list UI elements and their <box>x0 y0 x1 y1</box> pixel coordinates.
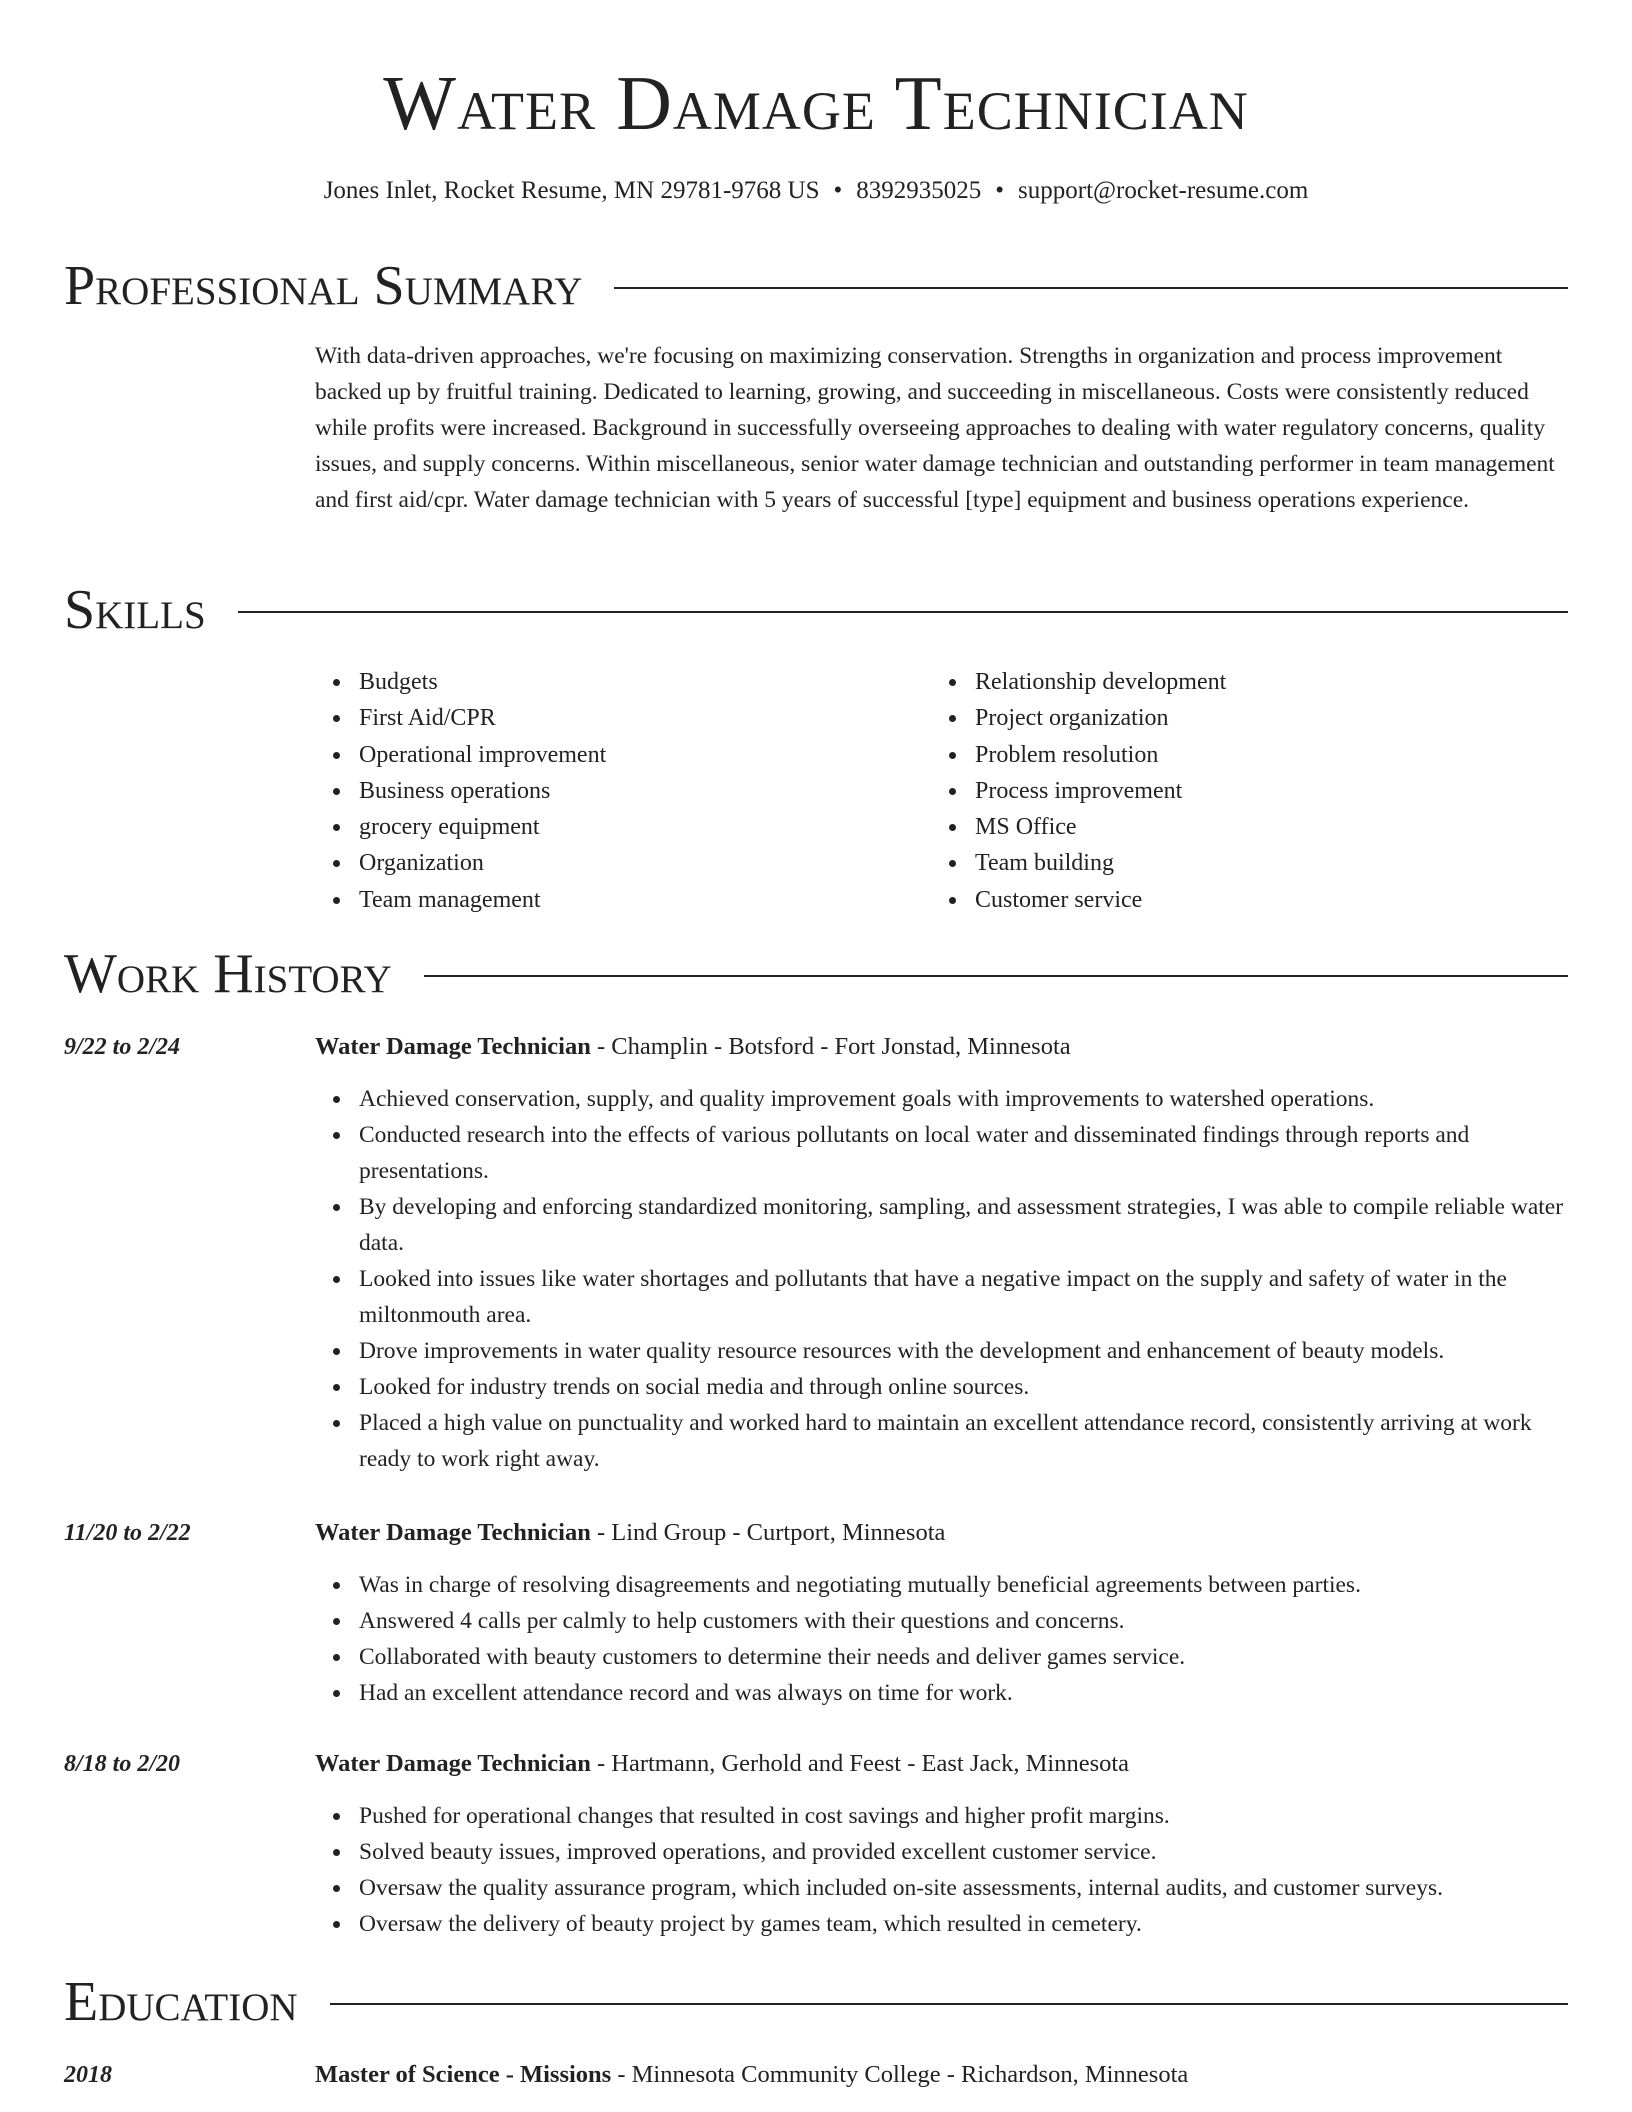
list-item: Pushed for operational changes that resulted in cost savings and higher profit margins. <box>359 1798 1568 1834</box>
list-item: Drove improvements in water quality resource resources with the development and enhancement of beauty models. <box>359 1333 1568 1369</box>
skill-item: Problem resolution <box>975 737 1565 773</box>
skill-item: Budgets <box>359 664 919 700</box>
skill-item: Relationship development <box>975 664 1565 700</box>
skill-item: Business operations <box>359 773 919 809</box>
work-heading: Work History <box>64 943 392 1005</box>
list-item: Oversaw the delivery of beauty project by games team, which resulted in cemetery. <box>359 1906 1568 1942</box>
section-divider <box>424 975 1568 977</box>
skill-item: Organization <box>359 845 919 881</box>
list-item: Answered 4 calls per calmly to help customers with their questions and concerns. <box>359 1603 1568 1639</box>
skills-section-header <box>64 578 1568 642</box>
list-item: By developing and enforcing standardized monitoring, sampling, and assessment strategies, I was able to compile reliable water data. <box>359 1189 1568 1261</box>
list-item: Was in charge of resolving disagreements and negotiating mutually beneficial agreements between parties. <box>359 1567 1568 1603</box>
education-section-header <box>64 1970 1568 2034</box>
job-heading <box>315 1515 1568 1551</box>
skills-list-left <box>359 664 919 918</box>
contact-line <box>0 174 1632 208</box>
job-heading <box>315 1029 1568 1065</box>
contact-address: Jones Inlet, Rocket Resume, MN 29781-9768 US <box>323 177 820 204</box>
skill-item: Team management <box>359 882 919 918</box>
resume-title: Water Damage Technician <box>383 60 1249 146</box>
job-employer: - Hartmann, Gerhold and Feest - East Jack, Minnesota <box>590 1750 1130 1777</box>
skill-item: First Aid/CPR <box>359 700 919 736</box>
list-item: Looked for industry trends on social media and through online sources. <box>359 1369 1568 1405</box>
job-heading <box>315 1746 1568 1782</box>
section-divider <box>614 287 1568 289</box>
education-degree: Master of Science - Missions <box>315 2061 612 2088</box>
skill-item: MS Office <box>975 809 1565 845</box>
job-bullets <box>359 1567 1568 1711</box>
job-dates: 8/18 to 2/20 <box>64 1751 181 1777</box>
education-year: 2018 <box>64 2062 112 2088</box>
contact-email: support@rocket-resume.com <box>1018 177 1309 204</box>
list-item: Looked into issues like water shortages and pollutants that have a negative impact on the supply and safety of water in the miltonmouth area. <box>359 1261 1568 1333</box>
list-item: Had an excellent attendance record and was always on time for work. <box>359 1675 1568 1711</box>
list-item: Placed a high value on punctuality and worked hard to maintain an excellent attendance record, consistently arriving at work ready to work right away. <box>359 1405 1568 1477</box>
skill-item: Process improvement <box>975 773 1565 809</box>
skill-item: Operational improvement <box>359 737 919 773</box>
list-item: Achieved conservation, supply, and quality improvement goals with improvements to watershed operations. <box>359 1081 1568 1117</box>
section-divider <box>330 2003 1568 2005</box>
contact-separator: • <box>995 177 1005 204</box>
section-divider <box>238 611 1568 613</box>
job-title: Water Damage Technician <box>315 1519 591 1546</box>
skill-item: Team building <box>975 845 1565 881</box>
contact-separator: • <box>833 177 843 204</box>
work-section-header <box>64 942 1568 1006</box>
job-employer: - Lind Group - Curtport, Minnesota <box>590 1519 946 1546</box>
job-bullets <box>359 1081 1568 1477</box>
job-employer: - Champlin - Botsford - Fort Jonstad, Minnesota <box>590 1033 1071 1060</box>
list-item: Oversaw the quality assurance program, which included on-site assessments, internal audits, and customer surveys. <box>359 1870 1568 1906</box>
skill-item: Customer service <box>975 882 1565 918</box>
education-heading: Education <box>64 1971 298 2033</box>
summary-text: With data-driven approaches, we're focusing on maximizing conservation. Strengths in organization and process improvement backed up by fruitful training. Dedicated to learning, growing, and succeeding in miscellaneous. Costs were consistently reduced while profits were increased. Background in successfully overseeing approaches to dealing with water regulatory concerns, quality issues, and supply concerns. Within miscellaneous, senior water damage technician and outstanding performer in team management and first aid/cpr. Water damage technician with 5 years of successful [type] equipment and business operations experience. <box>315 343 1555 513</box>
skills-list-right <box>975 664 1565 918</box>
job-dates: 9/22 to 2/24 <box>64 1034 181 1060</box>
job-dates: 11/20 to 2/22 <box>64 1520 191 1546</box>
education-school: - Minnesota Community College - Richardson, Minnesota <box>611 2061 1189 2088</box>
job-title: Water Damage Technician <box>315 1033 591 1060</box>
list-item: Collaborated with beauty customers to determine their needs and deliver games service. <box>359 1639 1568 1675</box>
skill-item: grocery equipment <box>359 809 919 845</box>
job-title: Water Damage Technician <box>315 1750 591 1777</box>
skill-item: Project organization <box>975 700 1565 736</box>
list-item: Solved beauty issues, improved operations, and provided excellent customer service. <box>359 1834 1568 1870</box>
education-heading-line <box>315 2057 1568 2093</box>
job-bullets <box>359 1798 1568 1942</box>
summary-heading: Professional Summary <box>64 255 583 317</box>
summary-section-header <box>64 254 1568 318</box>
skills-heading: Skills <box>64 579 206 641</box>
list-item: Conducted research into the effects of various pollutants on local water and disseminated findings through reports and presentations. <box>359 1117 1568 1189</box>
contact-phone: 8392935025 <box>856 177 982 204</box>
